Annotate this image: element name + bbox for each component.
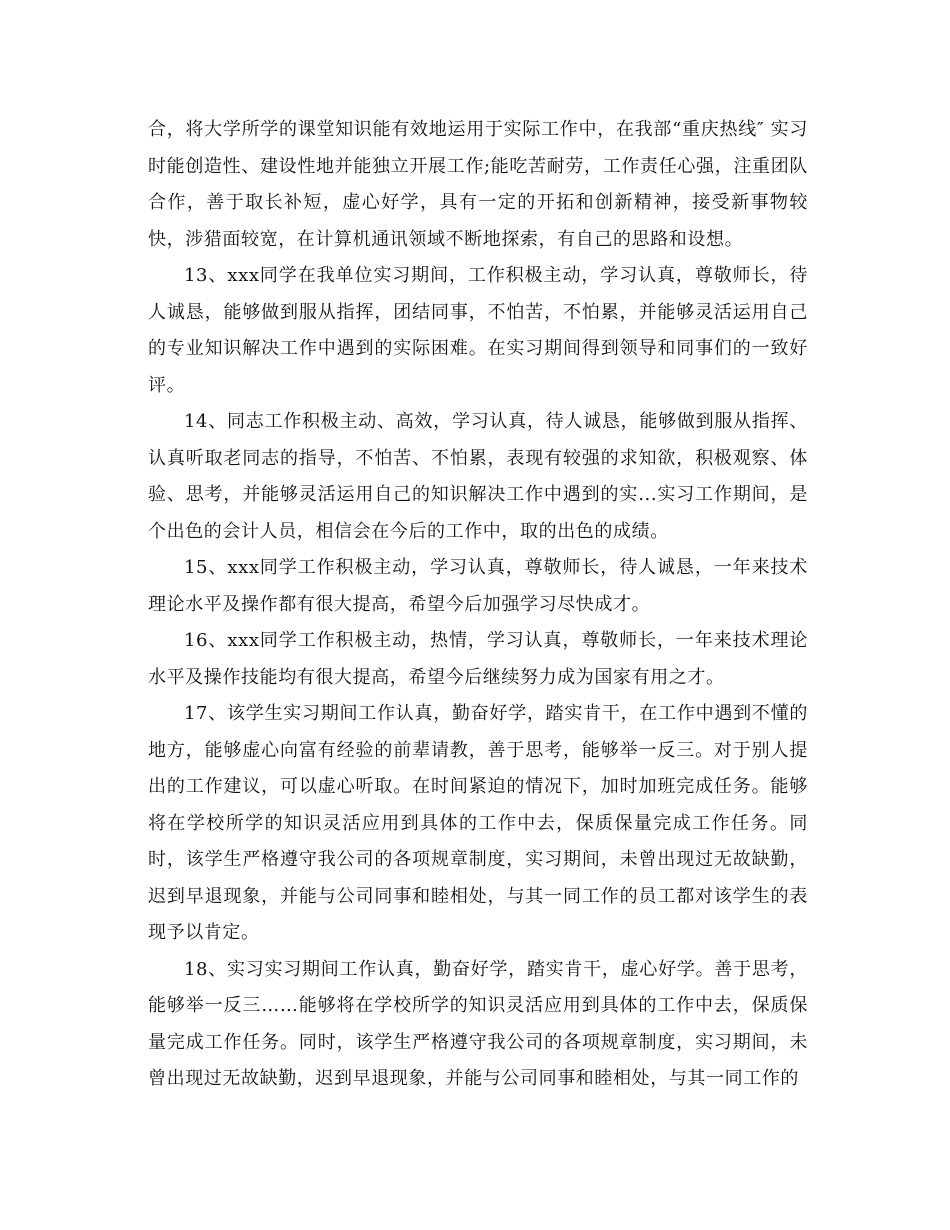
paragraph-item-16: 16、xxx同学工作积极主动，热情，学习认真，尊敬师长，一年来技术理论水平及操作技能均有很大提高，希望今后继续努力成为国家有用之才。 <box>148 630 808 688</box>
paragraph-item-13: 13、xxx同学在我单位实习期间，工作积极主动，学习认真，尊敬师长，待人诚恳，能够做到服从指挥，团结同事，不怕苦，不怕累，并能够灵活运用自己的专业知识解决工作中遇到的实际困难。在实习期间得到领导和同事们的一致好评。 <box>148 265 808 396</box>
paragraph-item-18: 18、实习实习期间工作认真，勤奋好学，踏实肯干，虚心好学。善于思考，能够举一反三……能够将在学校所学的知识灵活应用到具体的工作中去，保质保量完成工作任务。同时，该学生严格遵守我公司的各项规章制度，实习期间，未曾出现过无故缺勤，迟到早退现象，并能与公司同事和睦相处，与其一同工作的 <box>148 958 808 1089</box>
paragraph-item-15: 15、xxx同学工作积极主动，学习认真，尊敬师长，待人诚恳，一年来技术理论水平及操作都有很大提高，希望今后加强学习尽快成才。 <box>148 557 808 615</box>
document-body <box>148 112 808 1098</box>
paragraph-item-17: 17、该学生实习期间工作认真，勤奋好学，踏实肯干，在工作中遇到不懂的地方，能够虚心向富有经验的前辈请教，善于思考，能够举一反三。对于别人提出的工作建议，可以虚心听取。在时间紧迫的情况下，加时加班完成任务。能够将在学校所学的知识灵活应用到具体的工作中去，保质保量完成工作任务。同时，该学生严格遵守我公司的各项规章制度，实习期间，未曾出现过无故缺勤，迟到早退现象，并能与公司同事和睦相处，与其一同工作的员工都对该学生的表现予以肯定。 <box>148 703 808 943</box>
paragraph-item-14: 14、同志工作积极主动、高效，学习认真，待人诚恳，能够做到服从指挥、认真听取老同志的指导，不怕苦、不怕累，表现有较强的求知欲，积极观察、体验、思考，并能够灵活运用自己的知识解决工作中遇到的实...实习工作期间，是个出色的会计人员，相信会在今后的工作中，取的出色的成绩。 <box>148 411 808 542</box>
paragraph-continuation: 合，将大学所学的课堂知识能有效地运用于实际工作中，在我部“重庆热线″ 实习时能创造性、建设性地并能独立开展工作;能吃苦耐劳，工作责任心强，注重团队合作，善于取长补短，虚心好学，具有一定的开拓和创新精神，接受新事物较快，涉猎面较宽，在计算机通讯领域不断地探索，有自己的思路和设想。 <box>148 119 808 250</box>
